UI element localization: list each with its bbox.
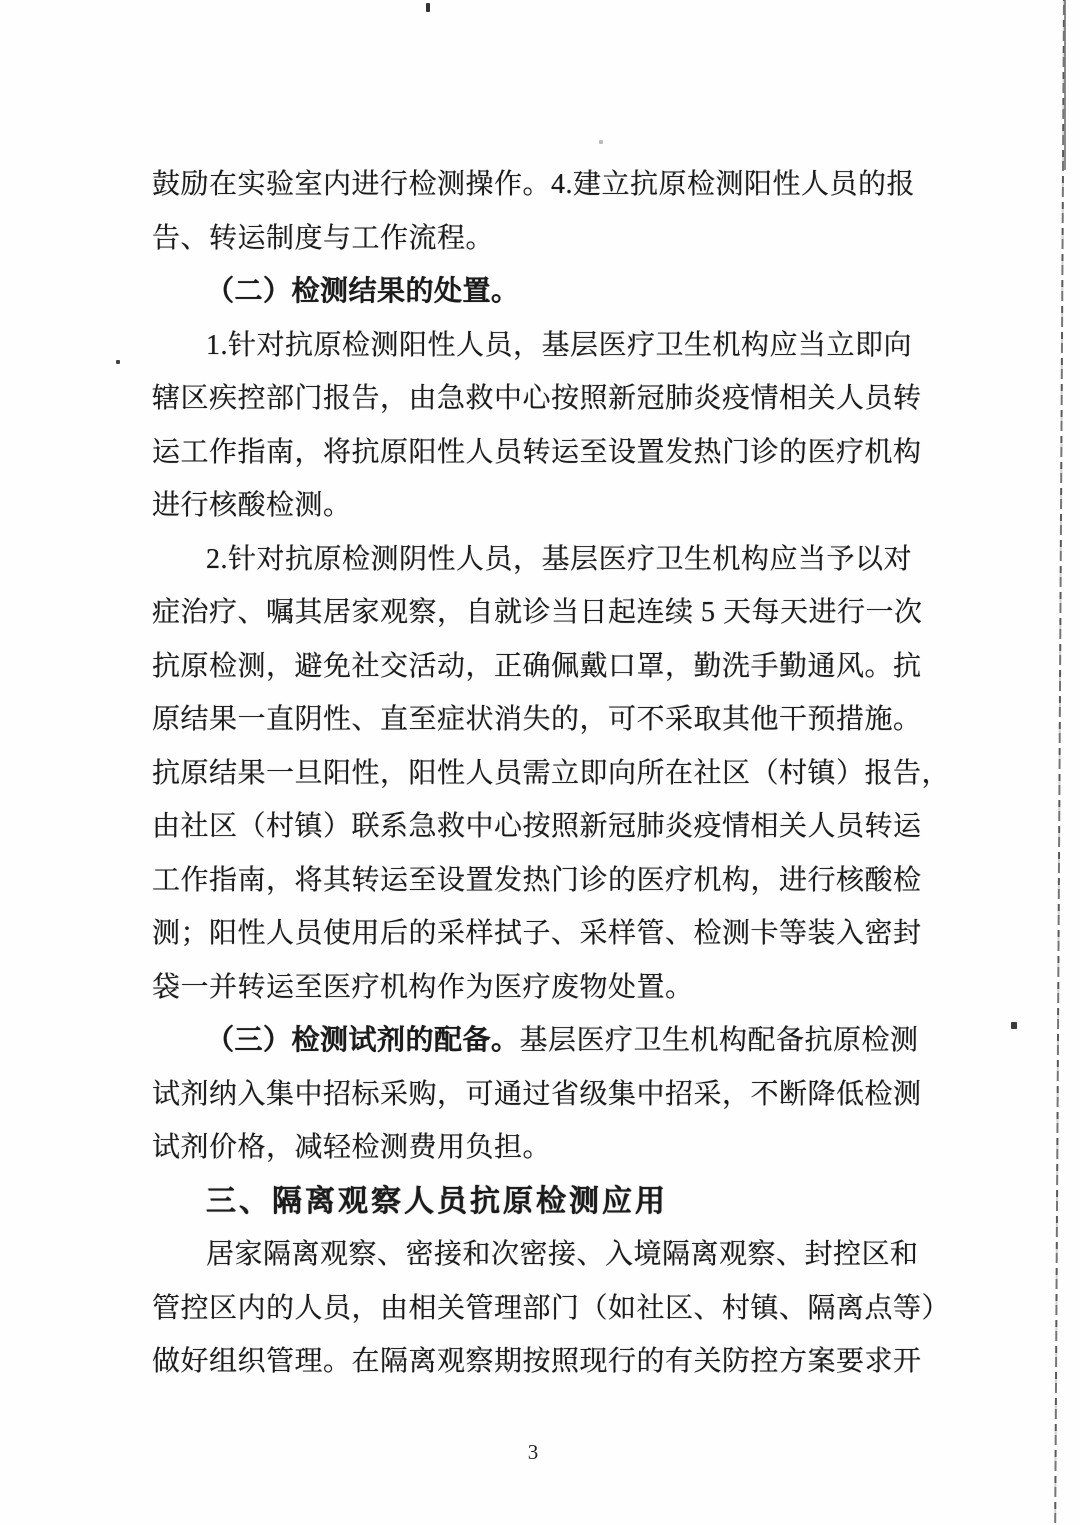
text-line: 运工作指南，将抗原阳性人员转运至设置发热门诊的医疗机构	[152, 436, 922, 468]
text-line: 抗原检测，避免社交活动，正确佩戴口罩，勤洗手勤通风。抗	[152, 650, 922, 682]
section-heading-3: （三）检测试剂的配备。	[206, 1025, 520, 1056]
text-line: 症治疗、嘱其居家观察，自就诊当日起连续 5 天每天进行一次	[152, 597, 923, 628]
text-line	[152, 1014, 952, 1068]
scan-speck	[599, 140, 603, 144]
text-line: 测；阳性人员使用后的采样拭子、采样管、检测卡等装入密封	[152, 918, 922, 949]
text-line: 居家隔离观察、密接和次密接、入境隔离观察、封控区和	[206, 1239, 919, 1270]
text-line: 2.针对抗原检测阴性人员，基层医疗卫生机构应当予以对	[206, 543, 913, 575]
scan-edge-artifact	[1054, 0, 1065, 1525]
text-line: 试剂纳入集中招标采购，可通过省级集中招采，不断降低检测	[152, 1078, 922, 1110]
text-line: 进行核酸检测。	[152, 490, 352, 521]
text-line: 由社区（村镇）联系急救中心按照新冠肺炎疫情相关人员转运	[152, 811, 922, 842]
scan-speck	[116, 360, 120, 364]
scan-speck	[426, 3, 430, 12]
text-line: 抗原结果一旦阳性，阳性人员需立即向所在社区（村镇）报告，	[152, 757, 951, 789]
text-line: 鼓励在实验室内进行检测操作。4.建立抗原检测阳性人员的报	[152, 169, 916, 200]
chapter-heading-3: 三、隔离观察人员抗原检测应用	[206, 1184, 668, 1218]
text-line-rest: 基层医疗卫生机构配备抗原检测	[519, 1025, 919, 1056]
text-line: 辖区疾控部门报告，由急救中心按照新冠肺炎疫情相关人员转	[152, 383, 922, 414]
text-line: 管控区内的人员，由相关管理部门（如社区、村镇、隔离点等）	[152, 1292, 951, 1324]
text-line: 原结果一直阴性、直至症状消失的，可不采取其他干预措施。	[152, 704, 922, 735]
text-line: 试剂价格，减轻检测费用负担。	[152, 1132, 552, 1163]
section-heading-2: （二）检测结果的处置。	[206, 276, 520, 307]
text-line: 做好组织管理。在隔离观察期按照现行的有关防控方案要求开	[152, 1346, 922, 1377]
scan-speck	[1011, 1022, 1017, 1029]
scan-edge-artifact-top	[1064, 0, 1066, 170]
page-number: 3	[527, 1440, 539, 1464]
document-body	[152, 158, 952, 1389]
text-line: 告、转运制度与工作流程。	[152, 222, 495, 254]
text-line: 工作指南，将其转运至设置发热门诊的医疗机构，进行核酸检	[152, 864, 922, 896]
text-line: 袋一并转运至医疗机构作为医疗废物处置。	[152, 971, 694, 1003]
text-line: 1.针对抗原检测阳性人员，基层医疗卫生机构应当立即向	[206, 329, 913, 361]
